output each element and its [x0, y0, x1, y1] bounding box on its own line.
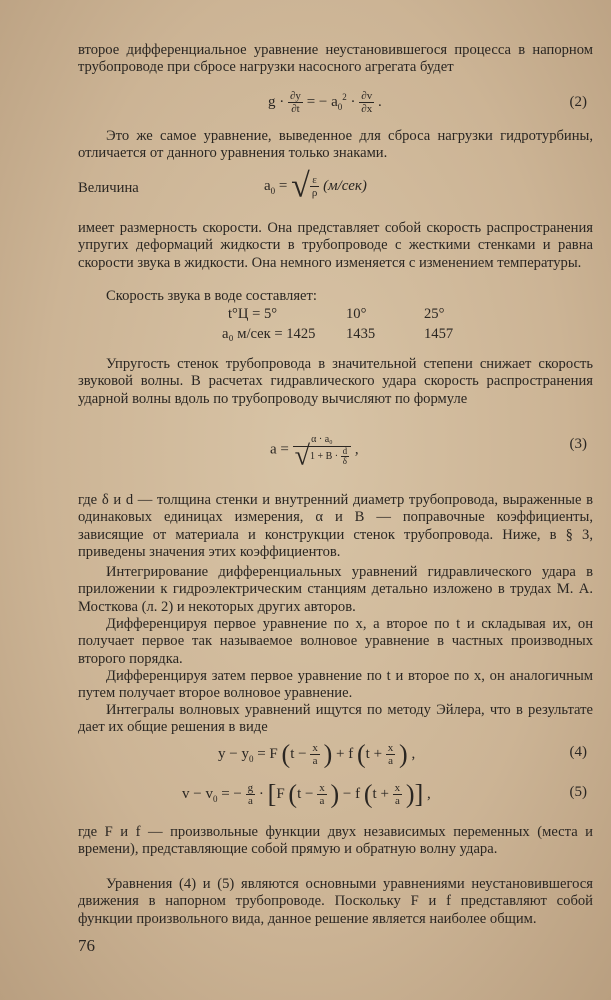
a0-unit: (м/сек) [323, 177, 367, 194]
label-velichina: Величина [78, 180, 139, 196]
paragraph-turbine: Это же самое уравнение, выведенное для сброса нагрузки гидротурбины, отличается от данного уравнения только знаками. [78, 128, 593, 162]
equation-4: $y - y_0 = F$ (t − $\frac{x}{a}$ ) + f (t + $\frac{x}{a}$ ) , (4) [218, 739, 587, 769]
equation-number: (2) [569, 94, 587, 110]
equation-2: g · $\frac{\partial y}{\partial t}$ = − $a_0^2$ · $\frac{\partial v}{\partial x}$ . (2) [268, 90, 587, 115]
table-row1-value: 25° [424, 306, 445, 322]
paragraph-conclusion: Уравнения (4) и (5) являются основными уравнениями неустановившегося движения в напорном трубопроводе. Поскольку F и f представляют собой функции произвольного вида, данное решение является наиболее общим. [78, 876, 593, 927]
paragraph-dimension: имеет размерность скорости. Она представляет собой скорость распространения упругих деформаций жидкости в трубопроводе с жесткими стенками и равна скорости звука в жидкости. Она немного изменяется с изменением температуры. [78, 220, 593, 271]
paragraph-intro: второе дифференциальное уравнение неустановившегося процесса в напорном трубопроводе при сбросе нагрузки насосного агрегата будет [78, 42, 593, 76]
equation-number: (3) [569, 436, 587, 452]
paragraph-integration: Интегрирование дифференциальных уравнений гидравлического удара в приложении к гидроэлектрическим станциям детально изложено в трудах М. А. Мосткова (л. 2) и некоторых других авторов. [78, 564, 593, 615]
table-row2-value: 1435 [346, 326, 376, 342]
sound-speed-table [222, 306, 528, 346]
equation-5: $v - v_0$ = − $\frac{g}{a}$ · [F (t − $\frac{x}{a}$ ) − f (t + $\frac{x}{a}$ )] , (5) [182, 779, 587, 809]
table-row2-value: 1457 [424, 326, 454, 342]
paragraph-diff-second: Дифференцируя затем первое уравнение по t и второе по x, он аналогичным путем получает второе волновое уравнение. [78, 668, 593, 702]
table-row1-label: t°Ц = 5° [228, 306, 278, 322]
table-row2-label: a₀ м/сек = 1425 [222, 326, 316, 342]
paragraph-coefficients: где δ и d — толщина стенки и внутренний диаметр трубопровода, выраженные в одинаковых единицах измерения, α и B — поправочные коэффициенты, зависящие от материала и конструкции стенок трубопровода. Ниже, в § 3, приведены значения этих коэффициентов. [78, 492, 593, 561]
equation-number: (4) [569, 744, 587, 760]
page-number: 76 [78, 936, 95, 955]
paragraph-functions: где F и f — произвольные функции двух независимых переменных (места и времени), представляющие собой прямую и обратную волну удара. [78, 824, 593, 858]
paragraph-sound-speed: Скорость звука в воде составляет: [106, 288, 317, 304]
paragraph-elasticity: Упругость стенок трубопровода в значительной степени снижает скорость звуковой волны. В расчетах гидравлического удара скорость распространения ударной волны вдоль по трубопроводу вычисляют по формуле [78, 356, 593, 407]
table-row1-value: 10° [346, 306, 367, 322]
equation-a0: $a_0$ = √ $\frac{\varepsilon}{\rho}$ (м/сек) [264, 167, 367, 205]
equation-number: (5) [569, 784, 587, 800]
equation-3: a = α · a₀ √1 + B · $\frac{d}{\delta}$ , (3) [270, 434, 587, 472]
paragraph-euler: Интегралы волновых уравнений ищутся по методу Эйлера, что в результате дает их общие решения в виде [78, 702, 593, 736]
paragraph-diff-first: Дифференцируя первое уравнение по x, а второе по t и складывая их, он получает первое так называемое волновое уравнение в частных производных второго порядка. [78, 616, 593, 667]
